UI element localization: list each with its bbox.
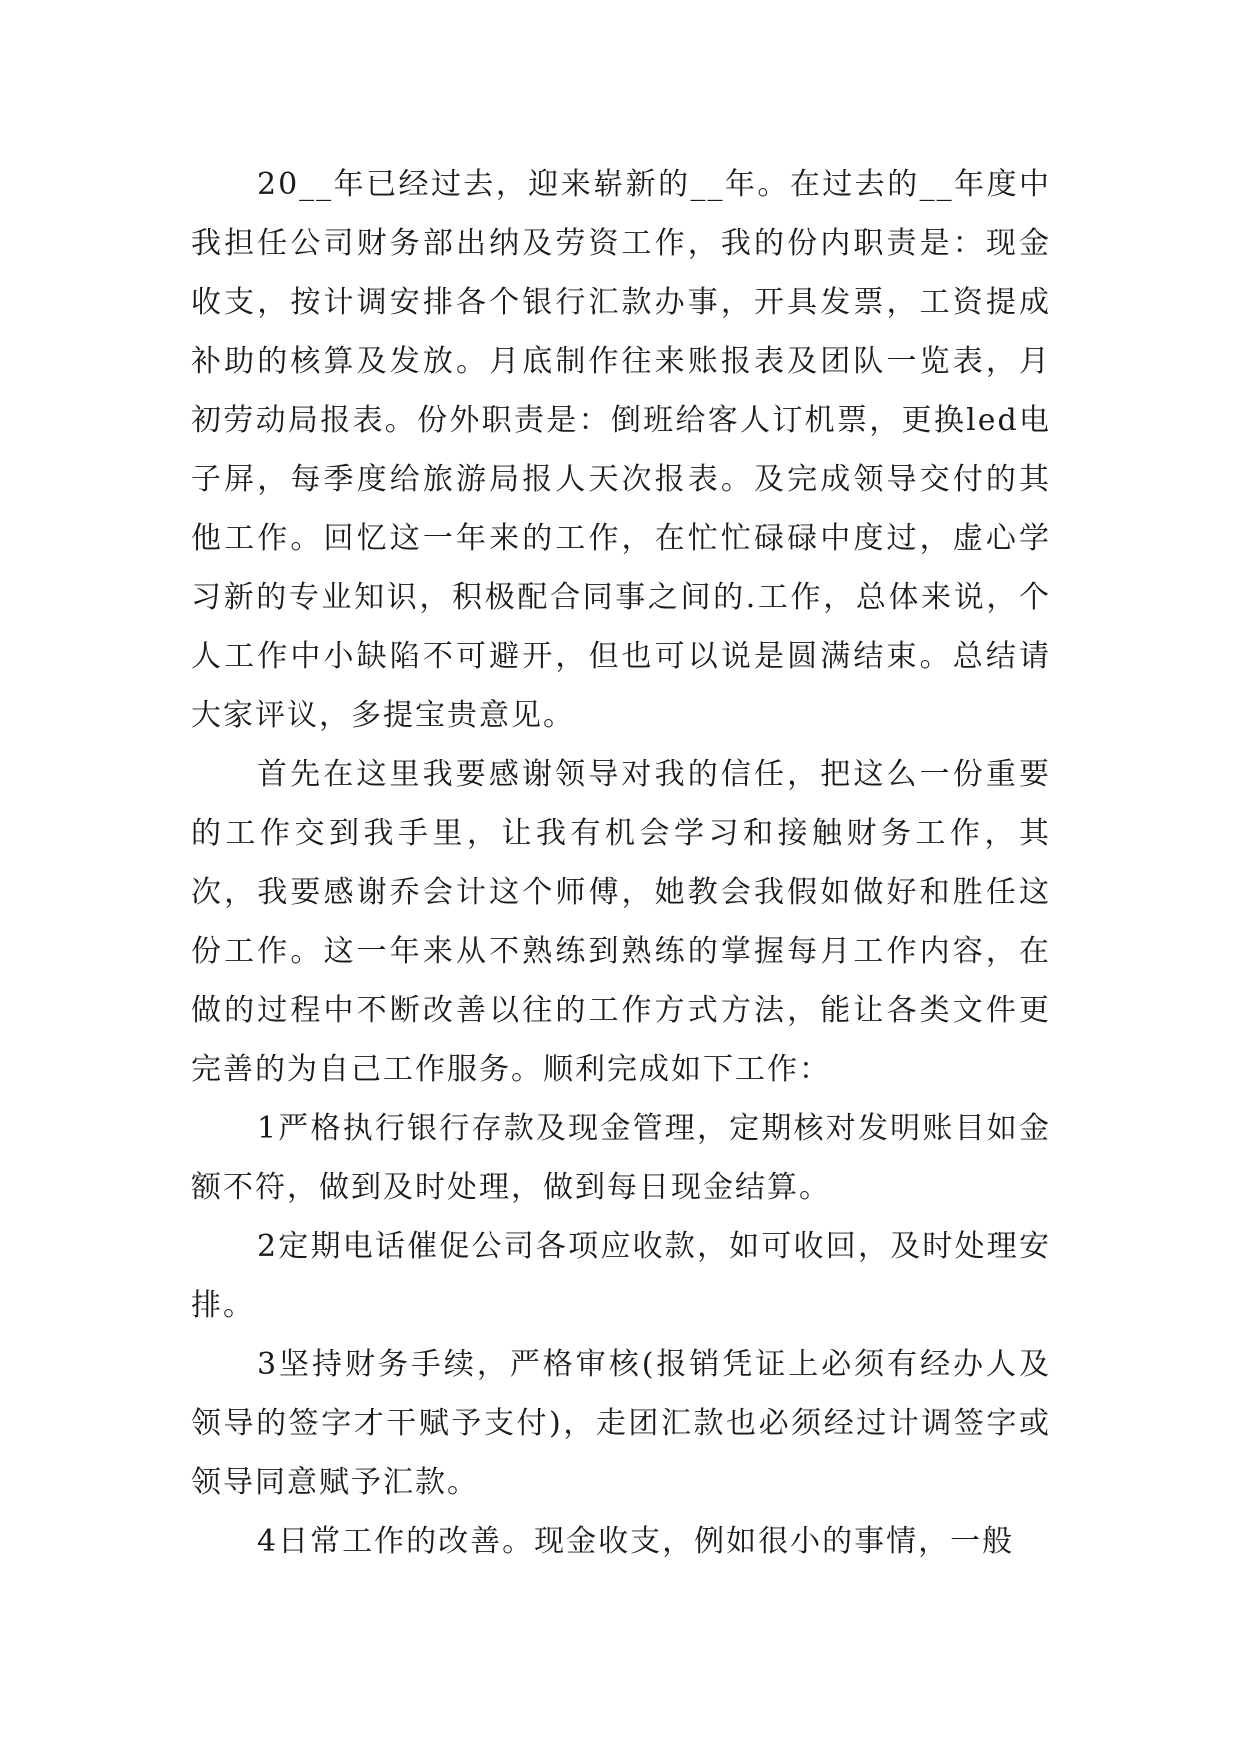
paragraph-item-4: 4日常工作的改善。现金收支，例如很小的事情，一般 — [257, 1524, 1015, 1559]
paragraph-item-3: 3坚持财务手续，严格审核(报销凭证上必须有经办人及领导的签字才干赋予支付)，走团汇款也必须经过计调签字或领导同意赋予汇款。 — [191, 1347, 1051, 1500]
paragraph-intro: 20__年已经过去，迎来崭新的__年。在过去的__年度中我担任公司财务部出纳及劳资工作，我的份内职责是：现金收支，按计调安排各个银行汇款办事，开具发票，工资提成补助的核算及发放。月底制作往来账报表及团队一览表，月初劳动局报表。份外职责是：倒班给客人订机票，更换led电子屏，每季度给旅游局报人天次报表。及完成领导交付的其他工作。回忆这一年来的工作，在忙忙碌碌中度过，虚心学习新的专业知识，积极配合同事之间的.工作，总体来说，个人工作中小缺陷不可避开，但也可以说是圆满结束。总结请大家评议，多提宝贵意见。 — [191, 167, 1051, 733]
paragraph-item-1: 1严格执行银行存款及现金管理，定期核对发明账目如金额不符，做到及时处理，做到每日现金结算。 — [191, 1111, 1051, 1205]
paragraph-item-2: 2定期电话催促公司各项应收款，如可收回，及时处理安排。 — [191, 1229, 1051, 1323]
document-body — [191, 155, 1051, 1571]
paragraph-thanks: 首先在这里我要感谢领导对我的信任，把这么一份重要的工作交到我手里，让我有机会学习和接触财务工作，其次，我要感谢乔会计这个师傅，她教会我假如做好和胜任这份工作。这一年来从不熟练到熟练的掌握每月工作内容，在做的过程中不断改善以往的工作方式方法，能让各类文件更完善的为自己工作服务。顺利完成如下工作： — [191, 757, 1051, 1087]
